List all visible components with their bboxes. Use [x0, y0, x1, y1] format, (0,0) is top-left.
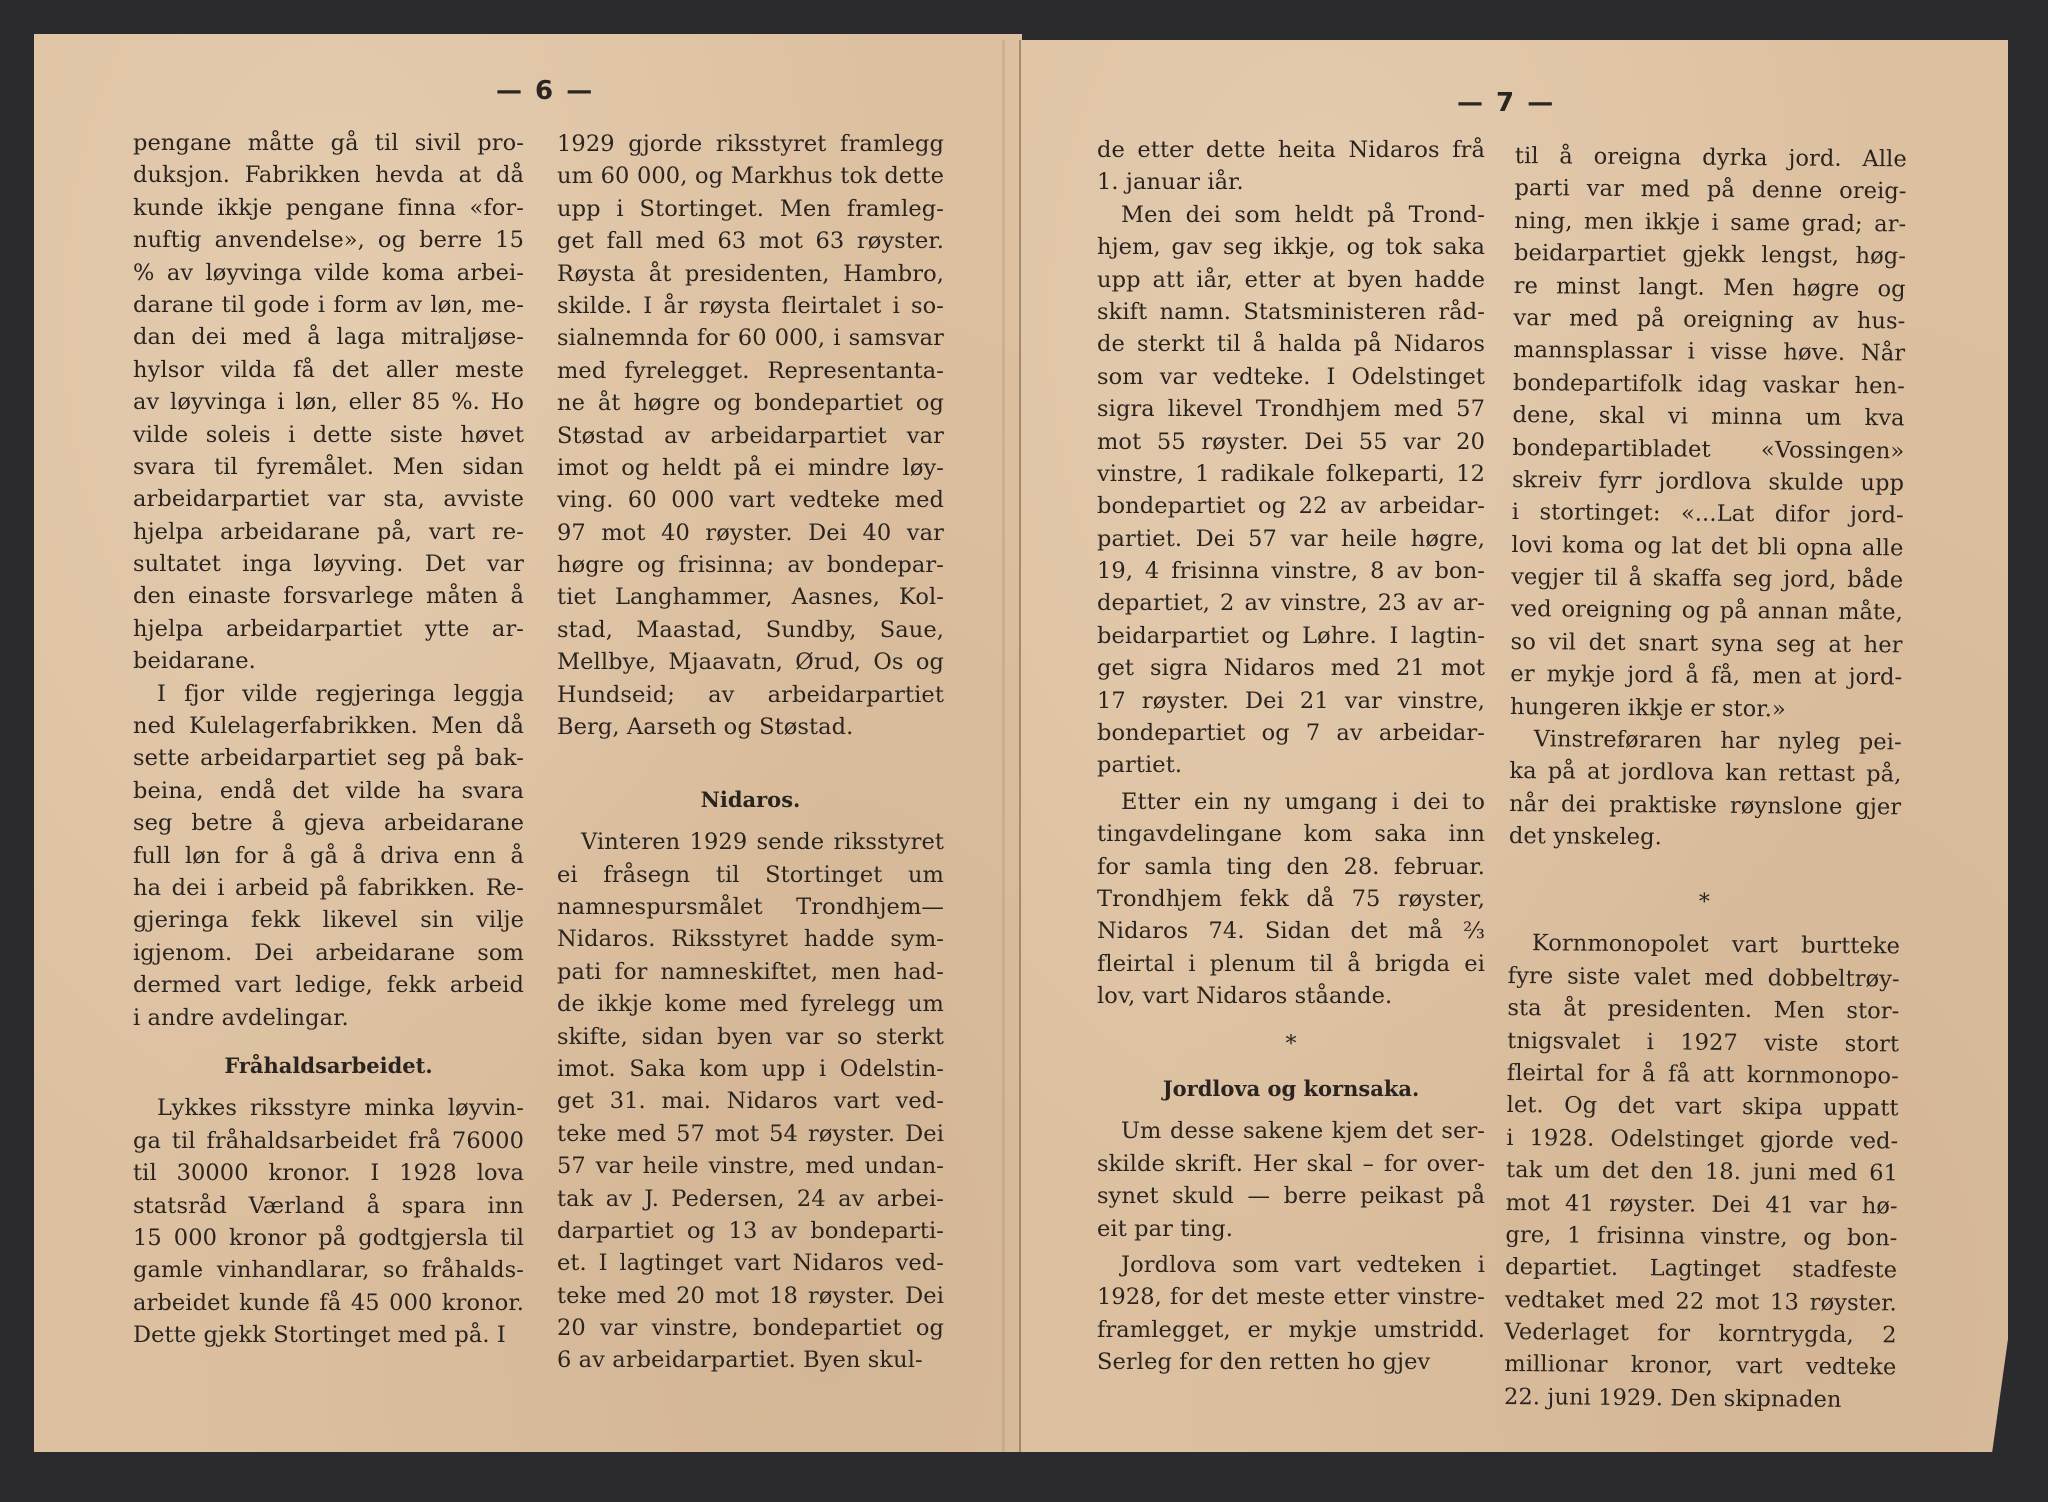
text-line: teke med 57 mot 54 røyster. Dei — [557, 1120, 944, 1147]
text-line: 15 000 kronor på godtgjersla til — [133, 1224, 524, 1251]
text-line: 22. juni 1929. Den skipnaden — [1503, 1383, 1842, 1413]
paragraph — [557, 128, 944, 743]
text-line: Serleg for den retten ho gjev — [1097, 1349, 1431, 1376]
paragraph — [1097, 134, 1485, 199]
text-line: Vinteren 1929 sende riksstyret — [581, 829, 944, 856]
text-line: til 30000 kronor. I 1928 lova — [133, 1160, 524, 1187]
text-line: mannsplassar i visse høve. Når — [1513, 337, 1906, 367]
text-line: departiet, 2 av vinstre, 23 av ar- — [1097, 590, 1485, 617]
text-line: Mellbye, Mjaavatn, Ørud, Os og — [557, 649, 944, 676]
page-number-right: — 7 — — [1457, 88, 1556, 118]
text-line: Dette gjekk Stortinget med på. I — [133, 1322, 506, 1349]
text-line: 57 var heile vinstre, med undan- — [557, 1153, 944, 1180]
text-line: Røysta åt presidenten, Hambro, — [557, 260, 944, 287]
text-line: get fall med 63 mot 63 røyster. — [557, 228, 944, 255]
text-line: bondepartiet og 7 av arbeidar- — [1097, 720, 1485, 747]
text-line: namnespursmålet Trondhjem— — [557, 893, 944, 920]
text-line: imot og heldt på ei mindre løy- — [557, 454, 944, 481]
text-line: hylsor vilda få det aller meste — [133, 356, 524, 383]
text-line: upp i Stortinget. Men framleg- — [557, 195, 944, 222]
text-line: departiet. Lagtinget stadfeste — [1505, 1254, 1898, 1284]
paragraph — [1097, 786, 1485, 1013]
text-line: arbeidet kunde få 45 000 kronor. — [133, 1289, 524, 1316]
text-line: partiet. Dei 57 var heile høgre, — [1097, 525, 1485, 552]
text-line: skift namn. Statsministeren råd- — [1097, 298, 1485, 325]
text-line: ving. 60 000 vart vedteke med — [557, 487, 944, 514]
text-line: Trondhjem fekk då 75 røyster, — [1097, 885, 1485, 912]
text-line: um 60 000, og Markhus tok dette — [557, 163, 944, 190]
text-line: let. Og det vart skipa uppatt — [1506, 1092, 1899, 1122]
text-line: 1929 gjorde riksstyret framlegg — [557, 131, 944, 157]
text-line: vilde soleis i dette siste høvet — [133, 421, 524, 448]
text-line: millionar kronor, vart vedteke — [1504, 1351, 1897, 1381]
text-line: til å oreigna dyrka jord. Alle — [1514, 142, 1907, 173]
text-line: sette arbeidarpartiet seg på bak- — [133, 745, 524, 772]
text-line: beidarpartiet og Løhre. I lagtin- — [1097, 622, 1485, 649]
page-number-left: — 6 — — [496, 76, 595, 106]
text-line: 6 av arbeidarpartiet. Byen skul- — [557, 1347, 923, 1374]
text-line: i stortinget: «...Lat difor jord- — [1511, 499, 1904, 529]
text-line: synet skuld — berre peikast på — [1097, 1183, 1485, 1210]
text-column-2 — [557, 128, 944, 1377]
text-line: Kornmonopolet vart burtteke — [1531, 930, 1901, 960]
text-line: % av løyvinga vilde koma arbei- — [133, 259, 524, 286]
text-line: fleirtal i plenum til å brigda ei — [1097, 950, 1485, 977]
text-line: lovi koma og lat det bli opna alle — [1511, 531, 1904, 562]
text-line: som var vedteke. I Odelstinget — [1097, 363, 1485, 390]
text-line: seg betre å gjeva arbeidarane — [133, 810, 524, 837]
text-line: eit par ting. — [1097, 1215, 1234, 1242]
section-separator: * — [1285, 1031, 1297, 1057]
text-line: 1928, for det meste etter vinstre- — [1097, 1284, 1485, 1311]
text-line: stad, Maastad, Sundby, Saue, — [557, 616, 944, 643]
text-line: for samla ting den 28. februar. — [1097, 853, 1485, 880]
page-fold-line — [1019, 40, 1021, 1452]
text-line: get 31. mai. Nidaros vart ved- — [557, 1088, 944, 1115]
text-line: darpartiet og 13 av bondeparti- — [557, 1217, 944, 1244]
text-line: beidarpartiet gjekk lengst, høg- — [1513, 240, 1907, 270]
text-line: det ynskeleg. — [1508, 823, 1663, 851]
text-line: pengane måtte gå til sivil pro- — [133, 130, 524, 156]
text-line: 20 var vinstre, bondepartiet og — [557, 1315, 944, 1342]
text-line: kunde ikkje pengane finna «for- — [133, 194, 524, 221]
text-line: Um desse sakene kjem det ser- — [1121, 1118, 1485, 1145]
text-line: Nidaros. Riksstyret hadde sym- — [557, 926, 944, 953]
text-line: de etter dette heita Nidaros frå — [1097, 137, 1485, 163]
text-line: den einaste forsvarlege måten å — [133, 583, 524, 610]
text-line: vedtaket med 22 mot 13 røyster. — [1504, 1286, 1897, 1317]
text-line: ei fråsegn til Stortinget um — [557, 861, 944, 888]
text-line: 97 mot 40 røyster. Dei 40 var — [557, 519, 944, 546]
text-line: 19, 4 frisinna vinstre, 8 av bon- — [1097, 558, 1485, 585]
text-line: fyre siste valet med dobbeltrøy- — [1507, 962, 1900, 993]
text-line: dermed vart ledige, fekk arbeid — [133, 972, 524, 999]
text-line: skifte, sidan byen var so sterkt — [557, 1023, 944, 1050]
text-line: bondepartifolk idag vaskar hen- — [1512, 369, 1905, 400]
text-line: full løn for å gå å driva enn å — [133, 842, 524, 869]
text-line: gjeringa fekk likevel sin vilje — [133, 907, 524, 934]
paragraph — [133, 1092, 524, 1351]
section-separator: * — [1698, 889, 1710, 915]
text-line: tnigsvalet i 1927 viste stort — [1507, 1027, 1900, 1057]
text-line: mot 41 røyster. Dei 41 var hø- — [1505, 1189, 1898, 1219]
text-line: fleirtal for å få att kornmonopo- — [1506, 1059, 1899, 1090]
page-shadow — [1002, 40, 1005, 1452]
text-line: tak av J. Pedersen, 24 av arbei- — [557, 1185, 944, 1212]
paragraph — [1097, 1115, 1485, 1245]
text-line: bondepartibladet «Vossingen» — [1512, 434, 1905, 464]
text-line: statsråd Værland å spara inn — [133, 1192, 524, 1219]
text-line: hjelpa arbeidarane på, vart re- — [133, 518, 524, 545]
text-line: 17 røyster. Dei 21 var vinstre, — [1097, 687, 1485, 714]
paragraph — [1097, 199, 1485, 782]
text-line: tak um det den 18. juni med 61 — [1505, 1157, 1899, 1187]
text-line: ha dei i arbeid på fabrikken. Re- — [133, 874, 524, 901]
text-line: skilde. I år røysta fleirtalet i so- — [557, 292, 944, 319]
text-line: hjelpa arbeidarpartiet ytte ar- — [133, 615, 524, 642]
text-line: dan dei med å laga mitraljøse- — [133, 324, 524, 351]
text-line: imot. Saka kom upp i Odelstin- — [557, 1055, 944, 1082]
text-line: et. I lagtinget vart Nidaros ved- — [557, 1250, 944, 1277]
text-line: gre, 1 frisinna vinstre, og bon- — [1505, 1221, 1898, 1252]
text-line: ne åt høgre og bondepartiet og — [557, 390, 944, 417]
text-line: vegjer til å skaffa seg jord, både — [1511, 564, 1904, 594]
paragraph — [1504, 927, 1900, 1416]
text-line: Støstad av arbeidarpartiet var — [557, 422, 944, 449]
text-line: framlegget, er mykje umstridd. — [1097, 1316, 1485, 1343]
text-line: ved oreigning og på annan måte, — [1510, 596, 1904, 626]
text-line: vinstre, 1 radikale folkeparti, 12 — [1097, 460, 1485, 487]
text-line: upp att iår, etter at byen hadde — [1097, 266, 1485, 293]
text-line: lov, vart Nidaros ståande. — [1097, 983, 1393, 1010]
text-line: partiet. — [1097, 752, 1183, 779]
text-line: hungeren ikkje er stor.» — [1509, 693, 1786, 723]
text-line: skreiv fyrr jordlova skulde upp — [1511, 466, 1905, 497]
section-heading: Nidaros. — [700, 786, 801, 812]
text-line: sigra likevel Trondhjem med 57 — [1097, 396, 1485, 423]
text-line: sultatet inga løyving. Det var — [133, 551, 524, 578]
text-column-1 — [133, 127, 524, 1351]
text-line: ga til fråhaldsarbeidet frå 76000 — [133, 1127, 524, 1154]
section-heading: Jordlova og kornsaka. — [1162, 1075, 1420, 1101]
text-line: nuftig anvendelse», og berre 15 — [133, 227, 524, 254]
text-line: når dei praktiske røynslone gjer — [1509, 790, 1902, 821]
text-line: parti var med på denne oreig- — [1514, 175, 1907, 205]
text-line: beidarane. — [133, 648, 256, 675]
text-line: Nidaros 74. Sidan det må ⅔ — [1097, 918, 1485, 945]
text-line: skilde skrift. Her skal – for over- — [1097, 1150, 1485, 1177]
text-column-3 — [1097, 134, 1485, 1378]
text-line: Vederlaget for korntrygda, 2 — [1504, 1319, 1897, 1349]
text-line: gamle vinhandlarar, so fråhalds- — [133, 1257, 524, 1284]
text-line: var med på oreigning av hus- — [1513, 304, 1906, 335]
text-line: igjenom. Dei arbeidarane som — [133, 939, 524, 966]
text-line: av løyvinga i løn, eller 85 %. Ho — [133, 389, 524, 416]
text-line: Lykkes riksstyre minka løyvin- — [157, 1095, 524, 1122]
text-line: hjem, gav seg ikkje, og tok saka — [1097, 234, 1485, 261]
text-line: i 1928. Odelstinget gjorde ved- — [1506, 1124, 1899, 1155]
text-line: mot 55 røyster. Dei 55 var 20 — [1097, 428, 1485, 455]
text-line: teke med 20 mot 18 røyster. Dei — [557, 1282, 944, 1309]
text-column-4 — [1504, 140, 1907, 1417]
text-line: ka på at jordlova kan rettast på, — [1509, 758, 1902, 788]
text-line: er mykje jord å få, men at jord- — [1510, 661, 1903, 691]
text-line: ning, men ikkje i same grad; ar- — [1514, 207, 1907, 238]
text-line: tingavdelingane kom saka inn — [1097, 821, 1485, 848]
text-line: Hundseid; av arbeidarpartiet — [557, 681, 944, 708]
text-line: ned Kulelagerfabrikken. Men då — [133, 713, 524, 740]
text-line: de ikkje kome med fyrelegg um — [557, 991, 944, 1018]
text-line: høgre og frisinna; av bondepar- — [557, 552, 944, 579]
text-line: Men dei som heldt på Trond- — [1121, 201, 1485, 228]
text-line: duksjon. Fabrikken hevda at då — [133, 162, 524, 189]
text-line: i andre avdelingar. — [133, 1004, 349, 1031]
paragraph — [133, 678, 524, 1034]
paragraph — [557, 826, 944, 1377]
section-heading: Fråhaldsarbeidet. — [224, 1052, 433, 1078]
paragraph — [1510, 140, 1907, 726]
text-line: de sterkt til å halda på Nidaros — [1097, 331, 1485, 358]
text-line: tiet Langhammer, Aasnes, Kol- — [557, 584, 944, 611]
text-line: 1. januar iår. — [1097, 169, 1244, 196]
text-line: pati for namneskiftet, men had- — [557, 958, 944, 985]
text-line: get sigra Nidaros med 21 mot — [1097, 655, 1485, 682]
paragraph — [1097, 1249, 1485, 1379]
text-line: arbeidarpartiet var sta, avviste — [133, 486, 524, 513]
text-line: Etter ein ny umgang i dei to — [1121, 788, 1485, 815]
text-line: Jordlova som vart vedteken i — [1121, 1251, 1485, 1278]
text-line: I fjor vilde regjeringa leggja — [157, 680, 524, 707]
text-line: sialnemnda for 60 000, i samsvar — [557, 325, 944, 352]
text-line: bondepartiet og 22 av arbeidar- — [1097, 493, 1485, 520]
text-line: re minst langt. Men høgre og — [1513, 272, 1906, 302]
text-line: svara til fyremålet. Men sidan — [133, 453, 524, 480]
text-line: Vinstreføraren har nyleg pei- — [1533, 726, 1902, 756]
paragraph — [1509, 723, 1902, 856]
text-line: sta åt presidenten. Men stor- — [1507, 995, 1900, 1025]
paragraph — [133, 127, 524, 678]
text-line: beina, endå det vilde ha svara — [133, 777, 524, 804]
text-line: med fyrelegget. Representanta- — [557, 357, 944, 384]
text-line: Berg, Aarseth og Støstad. — [557, 714, 854, 741]
text-line: so vil det snart syna seg at her — [1510, 628, 1903, 659]
text-line: darane til gode i form av løn, me- — [133, 291, 524, 318]
text-line: dene, skal vi minna um kva — [1512, 402, 1905, 432]
